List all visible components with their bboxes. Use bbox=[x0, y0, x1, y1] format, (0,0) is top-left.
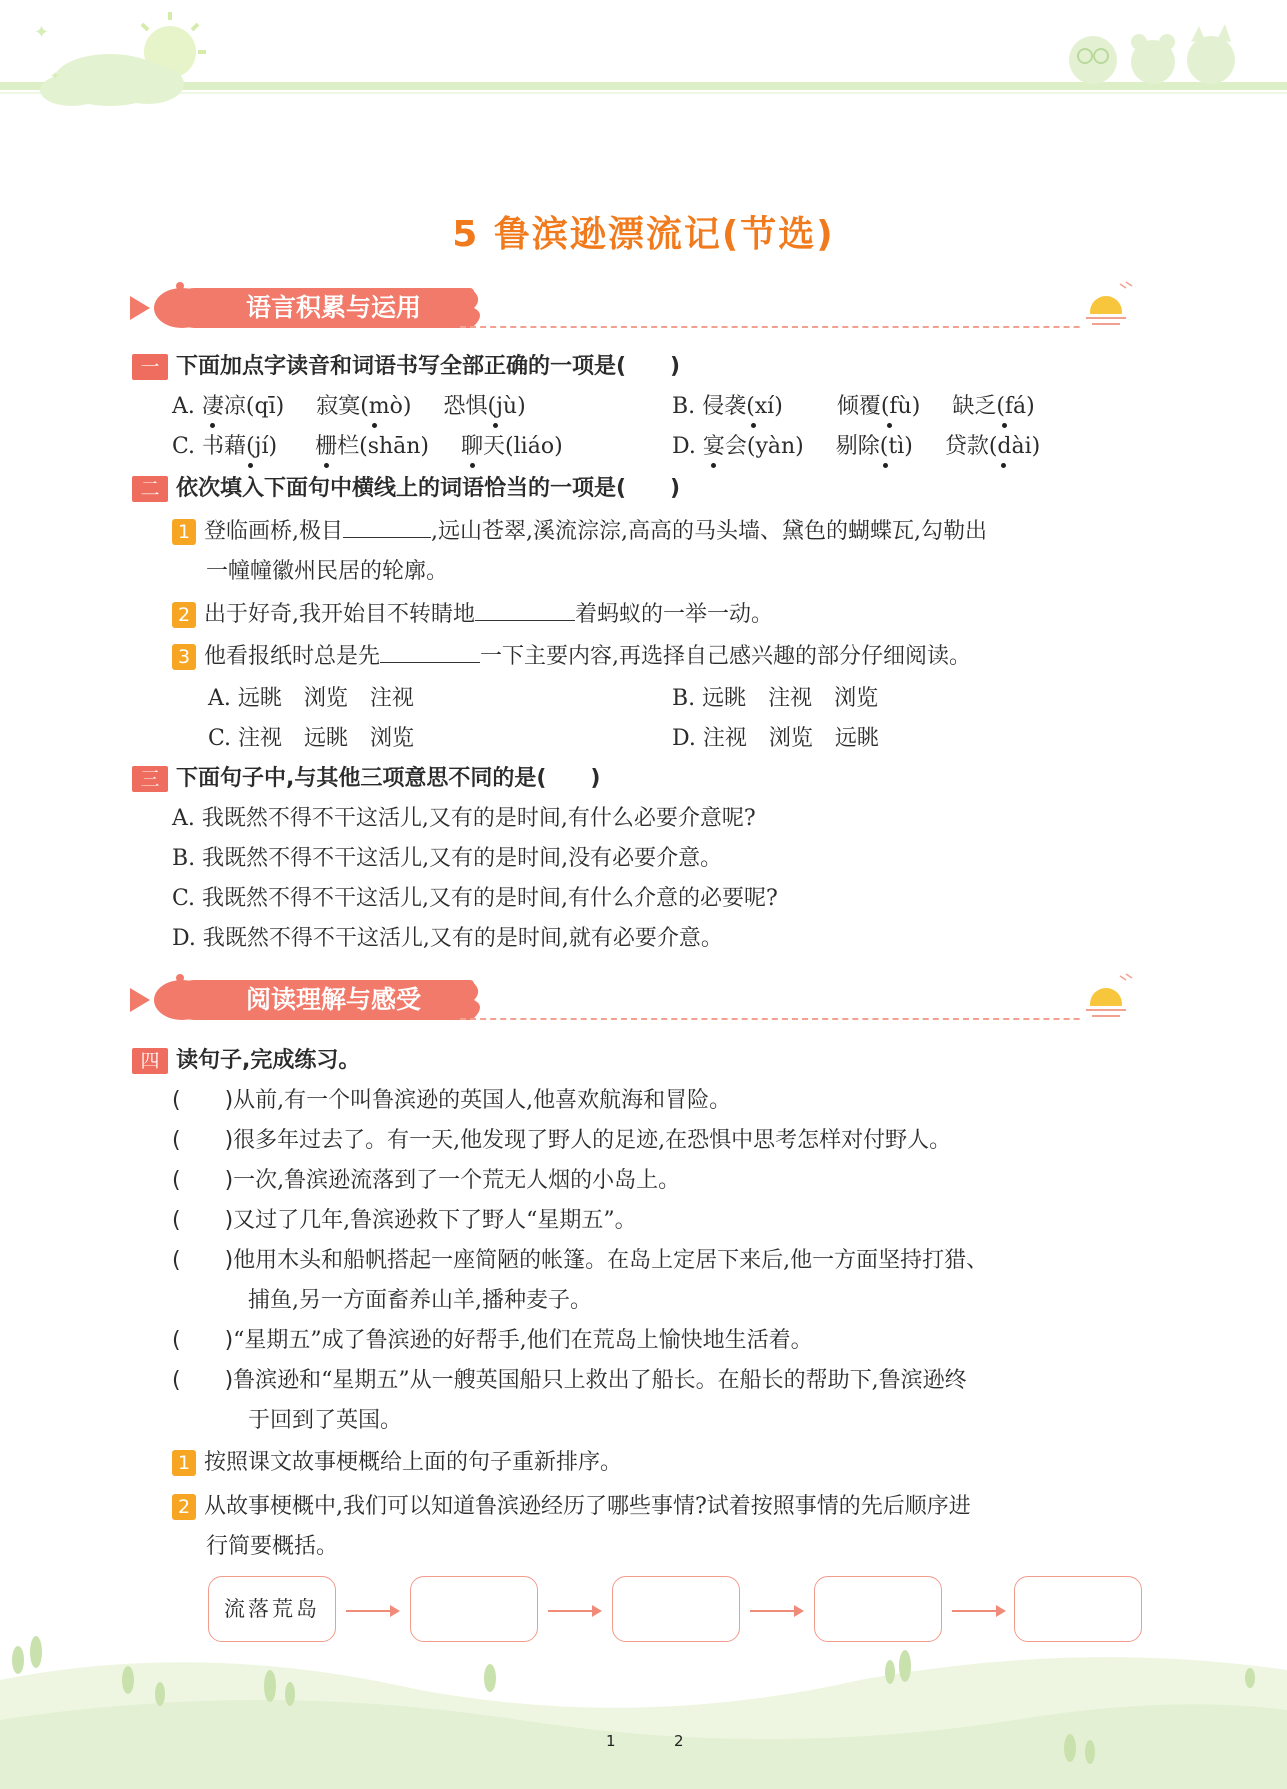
q1-option-b: B. 侵袭(xí) 倾覆(fù) 缺乏(fá) bbox=[672, 394, 1035, 419]
svg-text:✦: ✦ bbox=[34, 22, 50, 43]
section-header-reading bbox=[130, 974, 1140, 1024]
section-title: 阅读理解与感受 bbox=[174, 980, 474, 1020]
word: 书藉(jí) bbox=[202, 434, 278, 459]
hills-decoration bbox=[0, 1620, 1287, 1789]
q3-option-a: A. 我既然不得不干这活儿,又有的是时间,有什么必要介意呢? bbox=[172, 806, 756, 831]
sentence-item: ( )鲁滨逊和“星期五”从一艘英国船只上救出了船长。在船长的帮助下,鲁滨逊终 bbox=[172, 1368, 967, 1393]
order-blank[interactable]: ( ) bbox=[172, 1328, 234, 1353]
word: 凄凉(qī) bbox=[201, 394, 285, 419]
q4-sub-2-cont: 行简要概括。 bbox=[206, 1534, 339, 1559]
q2-sentence-1: 1 登临画桥,极目 ,远山苍翠,溪流淙淙,高高的马头墙、黛色的蝴蝶瓦,勾勒出 bbox=[172, 515, 987, 549]
q3-option-d: D. 我既然不得不干这活儿,又有的是时间,就有必要介意。 bbox=[172, 926, 723, 951]
word: 倾覆(fù) bbox=[836, 394, 921, 419]
question-3 bbox=[132, 762, 600, 796]
question-1 bbox=[132, 350, 680, 384]
q2-sentence-3: 3 他看报纸时总是先 一下主要内容,再选择自己感兴趣的部分仔细阅读。 bbox=[172, 640, 971, 674]
fill-blank[interactable] bbox=[475, 598, 575, 621]
cartoon-animals-icon bbox=[1055, 18, 1255, 88]
q1-option-d: D. 宴会(yàn) 剔除(tì) 贷款(dài) bbox=[672, 434, 1041, 459]
fill-blank[interactable] bbox=[380, 640, 480, 663]
word: 恐惧(jù) bbox=[443, 394, 526, 419]
q4-sub-1: 1 按照课文故事梗概给上面的句子重新排序。 bbox=[172, 1446, 622, 1480]
order-blank[interactable]: ( ) bbox=[172, 1168, 234, 1193]
sentence-item: ( )又过了几年,鲁滨逊救下了野人“星期五”。 bbox=[172, 1208, 637, 1233]
sub-number: 1 bbox=[172, 1450, 196, 1476]
banner-wave-icon bbox=[470, 980, 510, 1020]
q2-sentence-2: 2 出于好奇,我开始目不转睛地 着蚂蚁的一举一动。 bbox=[172, 598, 773, 632]
question-number: 一 bbox=[132, 354, 168, 380]
sentence-item-cont: 捕鱼,另一方面畜养山羊,播种麦子。 bbox=[248, 1288, 592, 1313]
question-stem: 下面加点字读音和词语书写全部正确的一项是( ) bbox=[176, 354, 681, 379]
sub-number: 3 bbox=[172, 644, 196, 670]
sentence-item: ( )很多年过去了。有一天,他发现了野人的足迹,在恐惧中思考怎样对付野人。 bbox=[172, 1128, 952, 1153]
word: 栅栏(shān) bbox=[315, 434, 430, 459]
cloud-sun-icon bbox=[20, 4, 210, 114]
word: 缺乏(fá) bbox=[952, 394, 1035, 419]
section-divider bbox=[460, 326, 1140, 328]
arrow-icon bbox=[952, 1610, 1004, 1612]
section-header-language bbox=[130, 282, 1140, 332]
question-stem: 下面句子中,与其他三项意思不同的是( ) bbox=[176, 766, 601, 791]
q1-option-a: A. 凄凉(qī) 寂寞(mò) 恐惧(jù) bbox=[172, 394, 526, 419]
page-number-left: 1 bbox=[606, 1732, 616, 1750]
q2-option-c: C. 注视 远眺 浏览 bbox=[208, 726, 415, 751]
sentence-item: ( )他用木头和船帆搭起一座简陋的帐篷。在岛上定居下来后,他一方面坚持打猎、 bbox=[172, 1248, 989, 1273]
word: 宴会(yàn) bbox=[702, 434, 804, 459]
word: 侵袭(xí) bbox=[702, 394, 783, 419]
q4-sub-2: 2 从故事梗概中,我们可以知道鲁滨逊经历了哪些事情?试着按照事情的先后顺序进 bbox=[172, 1490, 971, 1524]
question-number: 四 bbox=[132, 1048, 168, 1074]
question-stem: 依次填入下面句中横线上的词语恰当的一项是( ) bbox=[176, 476, 681, 501]
sub-number: 1 bbox=[172, 519, 196, 545]
page-title: 5 鲁滨逊漂流记(节选) bbox=[452, 214, 835, 255]
q2-option-b: B. 远眺 注视 浏览 bbox=[672, 686, 879, 711]
question-4 bbox=[132, 1044, 360, 1078]
arrow-icon bbox=[750, 1610, 802, 1612]
q2-option-a: A. 远眺 浏览 注视 bbox=[208, 686, 414, 711]
order-blank[interactable]: ( ) bbox=[172, 1208, 234, 1233]
flow-box-1: 流落荒岛 bbox=[208, 1576, 336, 1642]
question-number: 二 bbox=[132, 476, 168, 502]
fill-blank[interactable] bbox=[343, 515, 431, 538]
q1-option-c: C. 书藉(jí) 栅栏(shān) 聊天(liáo) bbox=[172, 434, 563, 459]
word: 聊天(liáo) bbox=[461, 434, 563, 459]
order-blank[interactable]: ( ) bbox=[172, 1248, 234, 1273]
question-number: 三 bbox=[132, 766, 168, 792]
word: 寂寞(mò) bbox=[316, 394, 412, 419]
q3-option-c: C. 我既然不得不干这活儿,又有的是时间,有什么介意的必要呢? bbox=[172, 886, 778, 911]
question-2 bbox=[132, 472, 680, 506]
banner-wave-icon bbox=[470, 288, 510, 328]
arrow-icon bbox=[346, 1610, 398, 1612]
sentence-item: ( )“星期五”成了鲁滨逊的好帮手,他们在荒岛上愉快地生活着。 bbox=[172, 1328, 813, 1353]
section-title: 语言积累与运用 bbox=[174, 288, 474, 328]
sentence-item: ( )一次,鲁滨逊流落到了一个荒无人烟的小岛上。 bbox=[172, 1168, 681, 1193]
sub-number: 2 bbox=[172, 1494, 196, 1520]
sentence-item-cont: 于回到了英国。 bbox=[248, 1408, 403, 1433]
sunset-icon bbox=[1080, 278, 1140, 328]
sub-number: 2 bbox=[172, 602, 196, 628]
page-number-right: 2 bbox=[674, 1732, 684, 1750]
sunset-icon bbox=[1080, 970, 1140, 1020]
question-stem: 读句子,完成练习。 bbox=[176, 1048, 361, 1073]
q2-sentence-1-cont: 一幢幢徽州民居的轮廓。 bbox=[206, 559, 449, 584]
svg-text:✦: ✦ bbox=[50, 69, 61, 83]
arrow-icon bbox=[548, 1610, 600, 1612]
q2-option-d: D. 注视 浏览 远眺 bbox=[672, 726, 879, 751]
order-blank[interactable]: ( ) bbox=[172, 1128, 234, 1153]
order-blank[interactable]: ( ) bbox=[172, 1368, 234, 1393]
section-divider bbox=[460, 1018, 1140, 1020]
sentence-item: ( )从前,有一个叫鲁滨逊的英国人,他喜欢航海和冒险。 bbox=[172, 1088, 732, 1113]
order-blank[interactable]: ( ) bbox=[172, 1088, 234, 1113]
word: 贷款(dài) bbox=[944, 434, 1041, 459]
word: 剔除(tì) bbox=[835, 434, 913, 459]
q3-option-b: B. 我既然不得不干这活儿,又有的是时间,没有必要介意。 bbox=[172, 846, 723, 871]
